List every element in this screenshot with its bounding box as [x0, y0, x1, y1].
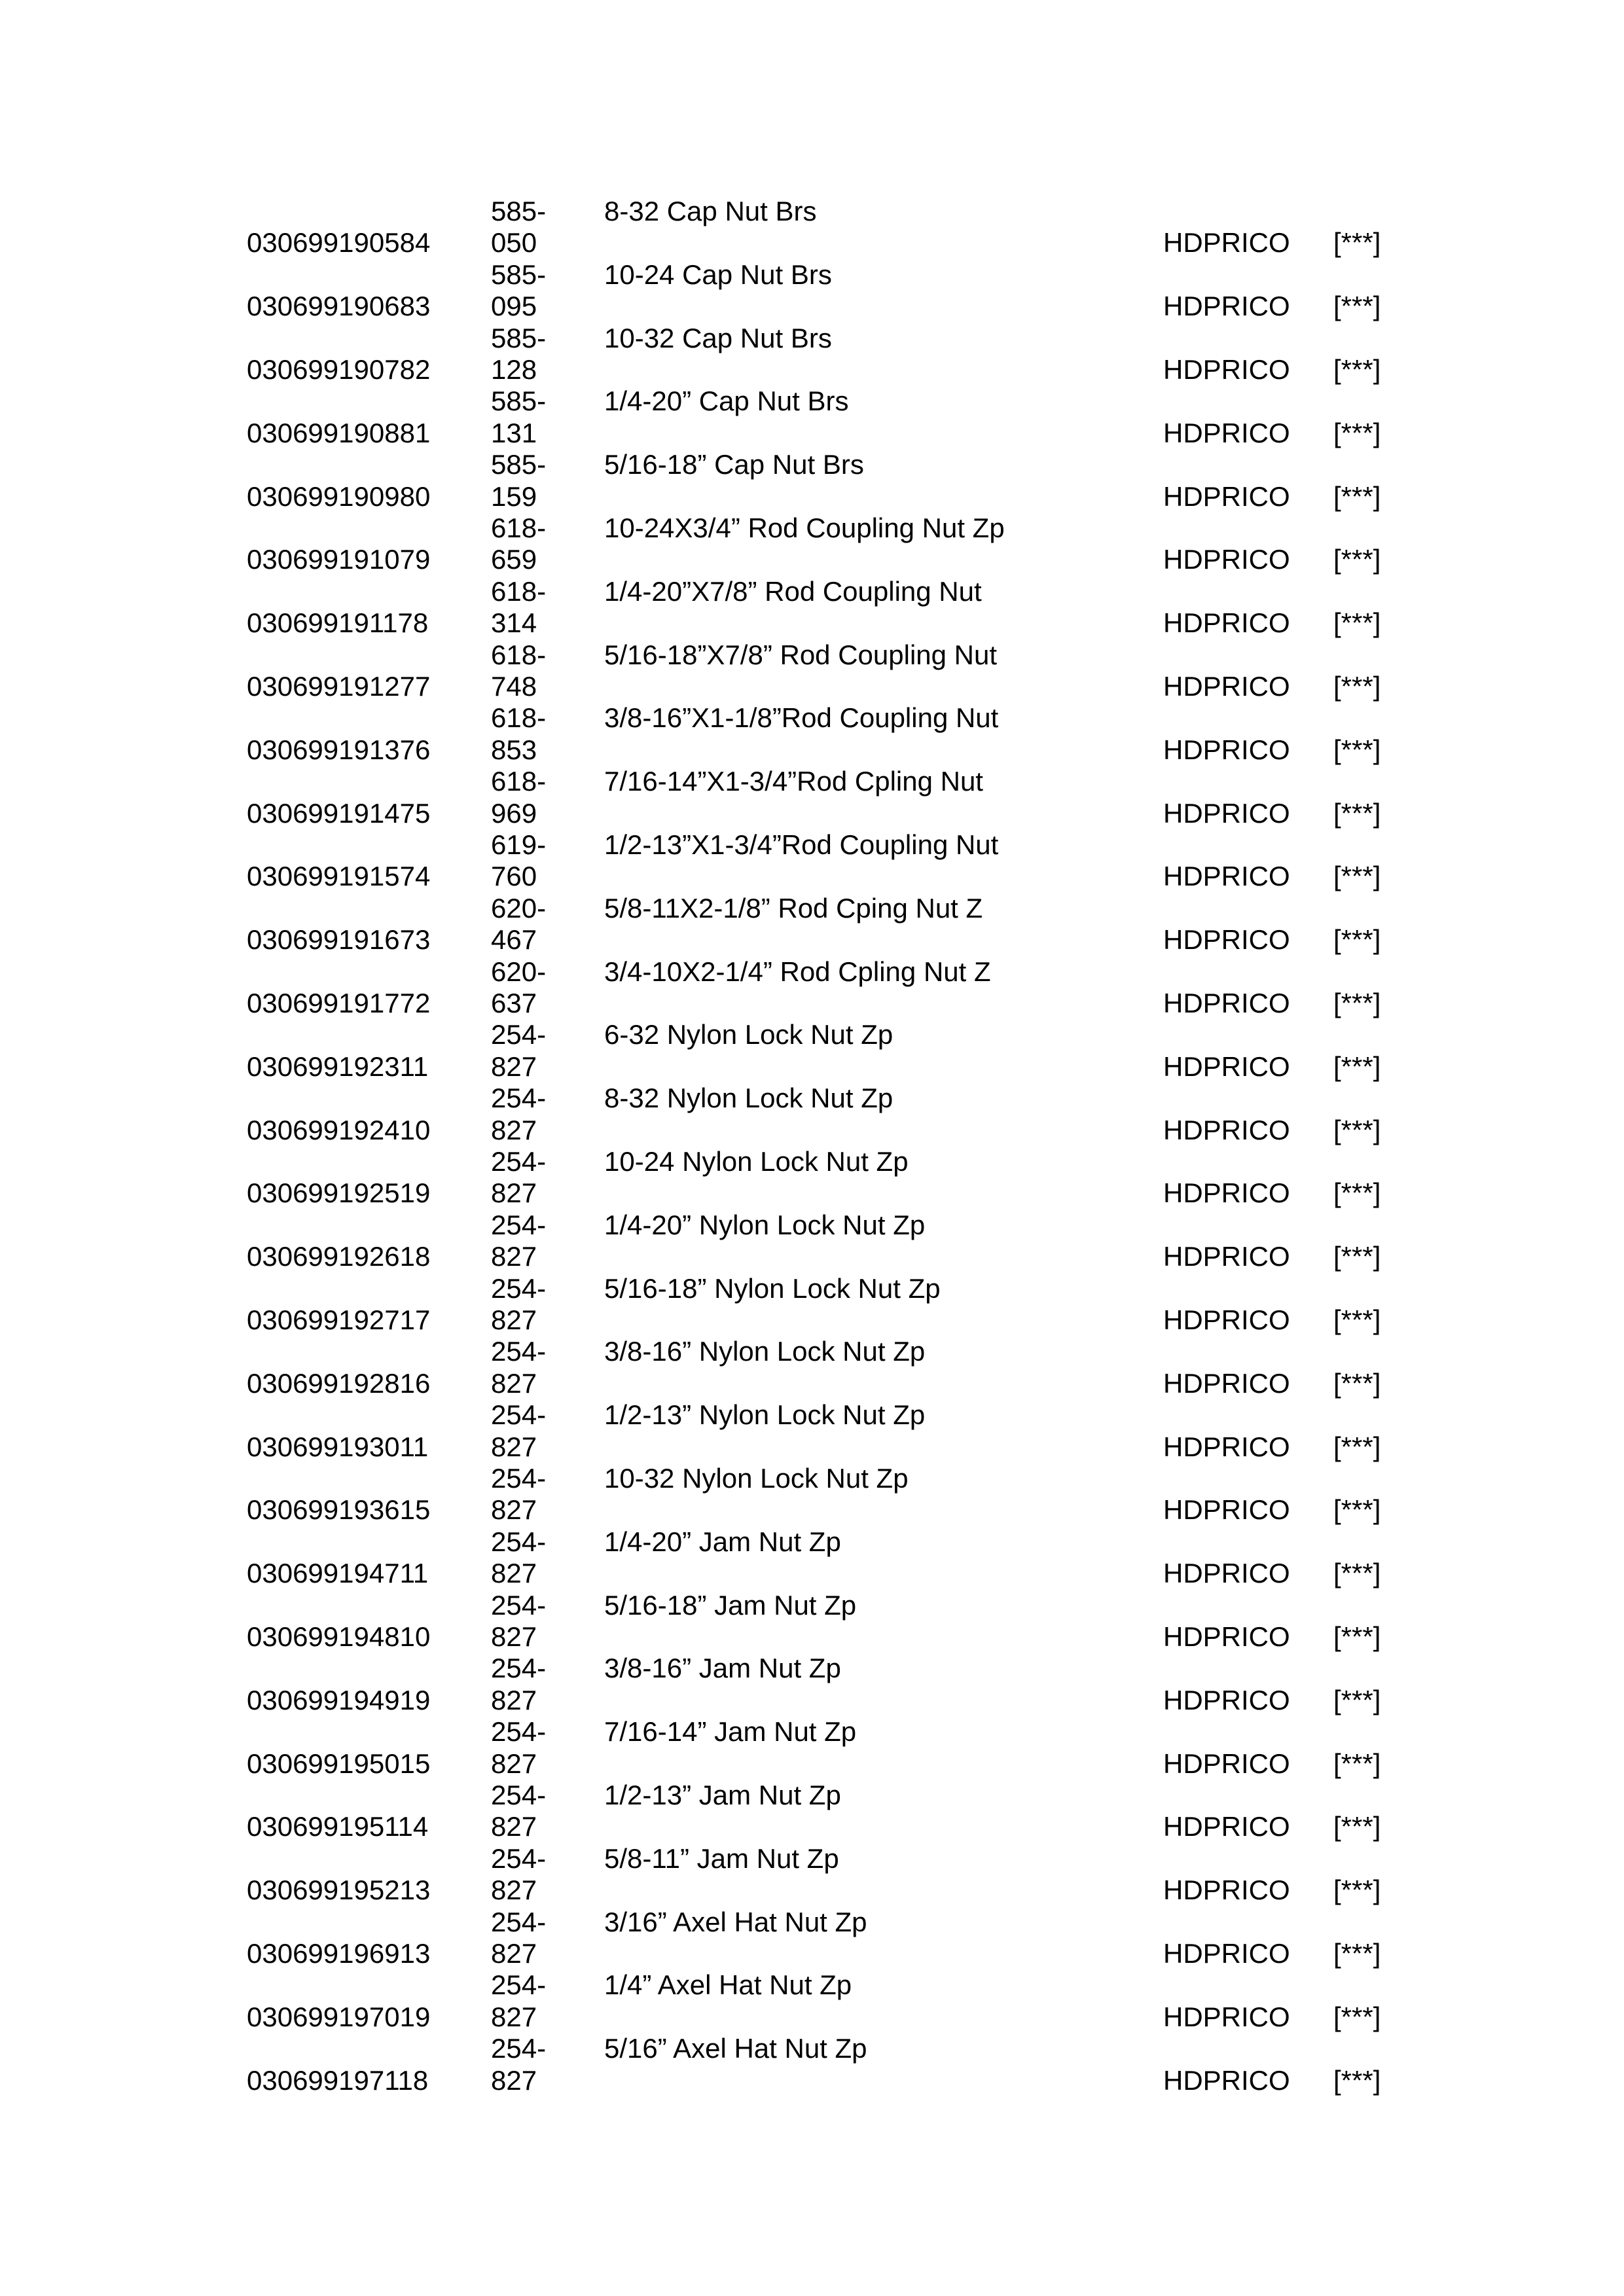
item-code-prefix: 618- [491, 702, 547, 734]
item-code-suffix: 827 [491, 1177, 537, 1209]
price-redacted: [***] [1333, 670, 1381, 702]
upc-code: 030699196913 [247, 1937, 431, 1969]
upc-code: 030699192816 [247, 1367, 431, 1399]
item-code-prefix: 254- [491, 1653, 547, 1684]
item-code-prefix: 618- [491, 512, 547, 543]
item-description: 1/4” Axel Hat Nut Zp [604, 1969, 852, 2001]
item-code-prefix: 254- [491, 1906, 547, 1937]
vendor-code: HDPRICO [1163, 1494, 1290, 1526]
vendor-code: HDPRICO [1163, 480, 1290, 512]
upc-code: 030699193011 [247, 1431, 429, 1462]
item-code-suffix: 760 [491, 861, 537, 892]
item-code-suffix: 827 [491, 1811, 537, 1842]
list-item [0, 1780, 1624, 1843]
vendor-code: HDPRICO [1163, 1937, 1290, 1969]
upc-code: 030699191277 [247, 670, 431, 702]
item-code-prefix: 618- [491, 575, 547, 607]
vendor-code: HDPRICO [1163, 924, 1290, 956]
item-code-suffix: 827 [491, 1874, 537, 1906]
item-code-prefix: 254- [491, 1969, 547, 2001]
item-code-suffix: 131 [491, 417, 537, 448]
vendor-code: HDPRICO [1163, 1367, 1290, 1399]
item-code-prefix: 254- [491, 1842, 547, 1874]
item-description: 5/8-11” Jam Nut Zp [604, 1842, 839, 1874]
list-item [0, 1653, 1624, 1716]
upc-code: 030699194810 [247, 1621, 431, 1652]
item-description: 3/4-10X2-1/4” Rod Cpling Nut Z [604, 956, 991, 987]
vendor-code: HDPRICO [1163, 1177, 1290, 1209]
item-code-suffix: 827 [491, 1748, 537, 1779]
price-redacted: [***] [1333, 1621, 1381, 1652]
list-item [0, 1146, 1624, 1210]
item-code-suffix: 827 [491, 1937, 537, 1969]
vendor-code: HDPRICO [1163, 797, 1290, 829]
vendor-code: HDPRICO [1163, 227, 1290, 259]
upc-code: 030699190782 [247, 353, 431, 385]
price-redacted: [***] [1333, 1177, 1381, 1209]
list-item [0, 1843, 1624, 1907]
price-redacted: [***] [1333, 987, 1381, 1018]
price-redacted: [***] [1333, 734, 1381, 765]
item-code-prefix: 585- [491, 386, 547, 417]
upc-code: 030699191079 [247, 544, 431, 575]
list-item [0, 259, 1624, 323]
list-item [0, 956, 1624, 1020]
list-item [0, 2033, 1624, 2096]
item-description: 7/16-14”X1-3/4”Rod Cpling Nut [604, 766, 983, 797]
upc-code: 030699191673 [247, 924, 431, 956]
price-redacted: [***] [1333, 2064, 1381, 2096]
vendor-code: HDPRICO [1163, 607, 1290, 639]
item-code-suffix: 128 [491, 353, 537, 385]
item-code-suffix: 467 [491, 924, 537, 956]
price-redacted: [***] [1333, 797, 1381, 829]
item-code-suffix: 050 [491, 227, 537, 259]
item-description: 10-32 Nylon Lock Nut Zp [604, 1462, 909, 1494]
price-redacted: [***] [1333, 861, 1381, 892]
vendor-code: HDPRICO [1163, 1304, 1290, 1335]
item-code-prefix: 254- [491, 1399, 547, 1431]
vendor-code: HDPRICO [1163, 987, 1290, 1018]
item-code-prefix: 620- [491, 892, 547, 924]
item-code-suffix: 659 [491, 544, 537, 575]
item-code-prefix: 254- [491, 1589, 547, 1621]
list-item [0, 766, 1624, 829]
item-code-prefix: 254- [491, 2033, 547, 2064]
item-code-suffix: 095 [491, 291, 537, 322]
list-item [0, 1336, 1624, 1399]
item-description: 1/2-13” Jam Nut Zp [604, 1779, 841, 1810]
item-description: 3/16” Axel Hat Nut Zp [604, 1906, 867, 1937]
item-code-suffix: 748 [491, 670, 537, 702]
price-redacted: [***] [1333, 1367, 1381, 1399]
item-code-suffix: 969 [491, 797, 537, 829]
upc-code: 030699192618 [247, 1241, 431, 1272]
list-item [0, 829, 1624, 893]
item-code-suffix: 827 [491, 2064, 537, 2096]
upc-code: 030699191574 [247, 861, 431, 892]
item-code-prefix: 254- [491, 1716, 547, 1748]
item-description: 3/8-16”X1-1/8”Rod Coupling Nut [604, 702, 999, 734]
list-item [0, 702, 1624, 766]
vendor-code: HDPRICO [1163, 1684, 1290, 1715]
item-code-prefix: 254- [491, 1083, 547, 1114]
item-code-suffix: 827 [491, 1050, 537, 1082]
item-description: 5/16-18” Cap Nut Brs [604, 449, 864, 480]
item-code-prefix: 254- [491, 1209, 547, 1240]
item-description: 5/16-18” Jam Nut Zp [604, 1589, 857, 1621]
price-redacted: [***] [1333, 480, 1381, 512]
price-redacted: [***] [1333, 1937, 1381, 1969]
price-redacted: [***] [1333, 1748, 1381, 1779]
item-code-prefix: 585- [491, 322, 547, 353]
price-redacted: [***] [1333, 227, 1381, 259]
price-redacted: [***] [1333, 1050, 1381, 1082]
list-item [0, 893, 1624, 956]
list-item [0, 512, 1624, 576]
item-description: 10-32 Cap Nut Brs [604, 322, 832, 353]
price-redacted: [***] [1333, 1431, 1381, 1462]
list-item [0, 1399, 1624, 1463]
vendor-code: HDPRICO [1163, 1241, 1290, 1272]
vendor-code: HDPRICO [1163, 1874, 1290, 1906]
item-description: 5/16” Axel Hat Nut Zp [604, 2033, 867, 2064]
price-redacted: [***] [1333, 1684, 1381, 1715]
price-redacted: [***] [1333, 1811, 1381, 1842]
list-item [0, 1019, 1624, 1083]
item-description: 1/4-20” Jam Nut Zp [604, 1526, 841, 1557]
item-code-prefix: 254- [491, 1779, 547, 1810]
upc-code: 030699193615 [247, 1494, 431, 1526]
item-code-prefix: 254- [491, 1145, 547, 1177]
item-code-suffix: 827 [491, 1431, 537, 1462]
item-code-prefix: 254- [491, 1462, 547, 1494]
upc-code: 030699192311 [247, 1050, 429, 1082]
upc-code: 030699194919 [247, 1684, 431, 1715]
upc-code: 030699190980 [247, 480, 431, 512]
upc-code: 030699195015 [247, 1748, 431, 1779]
list-item [0, 1210, 1624, 1273]
list-item [0, 196, 1624, 259]
list-item [0, 1907, 1624, 1970]
vendor-code: HDPRICO [1163, 670, 1290, 702]
item-code-prefix: 585- [491, 196, 547, 226]
vendor-code: HDPRICO [1163, 417, 1290, 448]
item-description: 3/8-16” Nylon Lock Nut Zp [604, 1336, 926, 1367]
list-item [0, 1716, 1624, 1780]
upc-code: 030699191376 [247, 734, 431, 765]
price-redacted: [***] [1333, 291, 1381, 322]
vendor-code: HDPRICO [1163, 2064, 1290, 2096]
item-description: 6-32 Nylon Lock Nut Zp [604, 1019, 893, 1050]
upc-code: 030699190881 [247, 417, 431, 448]
item-code-suffix: 314 [491, 607, 537, 639]
price-redacted: [***] [1333, 1874, 1381, 1906]
item-code-prefix: 254- [491, 1526, 547, 1557]
item-description: 1/2-13” Nylon Lock Nut Zp [604, 1399, 926, 1431]
upc-code: 030699195114 [247, 1811, 429, 1842]
item-code-prefix: 254- [491, 1336, 547, 1367]
list-item [0, 1083, 1624, 1146]
upc-code: 030699197118 [247, 2064, 429, 2096]
item-description: 1/4-20” Cap Nut Brs [604, 386, 849, 417]
item-description: 1/4-20”X7/8” Rod Coupling Nut [604, 575, 982, 607]
item-description: 10-24 Cap Nut Brs [604, 259, 832, 290]
list-item [0, 639, 1624, 703]
list-item [0, 1969, 1624, 2033]
upc-code: 030699190584 [247, 227, 431, 259]
item-code-prefix: 619- [491, 829, 547, 860]
list-item [0, 576, 1624, 639]
item-code-prefix: 620- [491, 956, 547, 987]
item-code-suffix: 827 [491, 1558, 537, 1589]
product-list [0, 196, 1624, 2096]
price-redacted: [***] [1333, 1241, 1381, 1272]
item-code-suffix: 827 [491, 1684, 537, 1715]
list-item [0, 449, 1624, 512]
item-code-suffix: 827 [491, 1621, 537, 1652]
list-item [0, 386, 1624, 449]
list-item [0, 1463, 1624, 1526]
price-redacted: [***] [1333, 924, 1381, 956]
list-item [0, 1526, 1624, 1590]
upc-code: 030699194711 [247, 1558, 429, 1589]
item-code-suffix: 637 [491, 987, 537, 1018]
price-redacted: [***] [1333, 2001, 1381, 2032]
item-code-suffix: 827 [491, 1114, 537, 1145]
item-code-prefix: 618- [491, 766, 547, 797]
list-item [0, 1590, 1624, 1653]
vendor-code: HDPRICO [1163, 2001, 1290, 2032]
item-code-prefix: 618- [491, 639, 547, 670]
item-description: 8-32 Nylon Lock Nut Zp [604, 1083, 893, 1114]
list-item [0, 1273, 1624, 1336]
item-description: 8-32 Cap Nut Brs [604, 196, 817, 226]
item-code-suffix: 827 [491, 1304, 537, 1335]
upc-code: 030699191178 [247, 607, 429, 639]
vendor-code: HDPRICO [1163, 1748, 1290, 1779]
vendor-code: HDPRICO [1163, 734, 1290, 765]
item-description: 1/4-20” Nylon Lock Nut Zp [604, 1209, 926, 1240]
item-code-suffix: 827 [491, 1367, 537, 1399]
upc-code: 030699192519 [247, 1177, 431, 1209]
list-item [0, 323, 1624, 386]
price-redacted: [***] [1333, 1304, 1381, 1335]
upc-code: 030699195213 [247, 1874, 431, 1906]
item-description: 5/8-11X2-1/8” Rod Cping Nut Z [604, 892, 983, 924]
vendor-code: HDPRICO [1163, 353, 1290, 385]
vendor-code: HDPRICO [1163, 1114, 1290, 1145]
item-code-prefix: 585- [491, 449, 547, 480]
price-redacted: [***] [1333, 1558, 1381, 1589]
item-description: 10-24 Nylon Lock Nut Zp [604, 1145, 909, 1177]
item-code-prefix: 254- [491, 1272, 547, 1304]
price-redacted: [***] [1333, 544, 1381, 575]
item-code-prefix: 585- [491, 259, 547, 290]
item-code-suffix: 827 [491, 1494, 537, 1526]
upc-code: 030699197019 [247, 2001, 431, 2032]
vendor-code: HDPRICO [1163, 861, 1290, 892]
vendor-code: HDPRICO [1163, 1558, 1290, 1589]
upc-code: 030699192410 [247, 1114, 431, 1145]
item-code-suffix: 853 [491, 734, 537, 765]
price-redacted: [***] [1333, 417, 1381, 448]
upc-code: 030699192717 [247, 1304, 431, 1335]
upc-code: 030699191772 [247, 987, 431, 1018]
item-description: 5/16-18” Nylon Lock Nut Zp [604, 1272, 941, 1304]
item-description: 10-24X3/4” Rod Coupling Nut Zp [604, 512, 1005, 543]
price-redacted: [***] [1333, 607, 1381, 639]
item-description: 1/2-13”X1-3/4”Rod Coupling Nut [604, 829, 999, 860]
item-description: 7/16-14” Jam Nut Zp [604, 1716, 857, 1748]
item-code-prefix: 254- [491, 1019, 547, 1050]
vendor-code: HDPRICO [1163, 544, 1290, 575]
vendor-code: HDPRICO [1163, 1811, 1290, 1842]
item-code-suffix: 827 [491, 2001, 537, 2032]
upc-code: 030699191475 [247, 797, 431, 829]
price-redacted: [***] [1333, 1494, 1381, 1526]
vendor-code: HDPRICO [1163, 1050, 1290, 1082]
item-description: 5/16-18”X7/8” Rod Coupling Nut [604, 639, 998, 670]
item-description: 3/8-16” Jam Nut Zp [604, 1653, 841, 1684]
upc-code: 030699190683 [247, 291, 431, 322]
vendor-code: HDPRICO [1163, 1431, 1290, 1462]
item-code-suffix: 827 [491, 1241, 537, 1272]
vendor-code: HDPRICO [1163, 1621, 1290, 1652]
vendor-code: HDPRICO [1163, 291, 1290, 322]
item-code-suffix: 159 [491, 480, 537, 512]
price-redacted: [***] [1333, 353, 1381, 385]
price-redacted: [***] [1333, 1114, 1381, 1145]
